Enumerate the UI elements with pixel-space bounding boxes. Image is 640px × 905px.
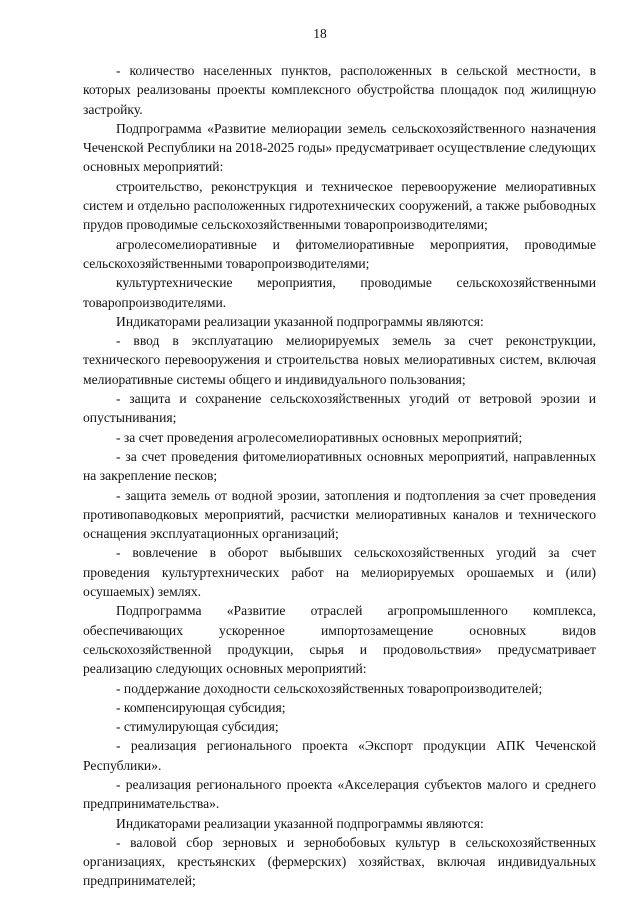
page-number: 18 <box>313 26 327 41</box>
paragraph: Подпрограмма «Развитие отраслей агропромышленного комплекса, обеспечивающих ускоренное импортозамещение основных видов сельскохозяйственной продукции, сырья и продовольствия» предусматривает реализацию следующих основных мероприятий: <box>83 603 596 677</box>
paragraph: - валовой сбор зерновых и зернобобовых культур в сельскохозяйственных организациях, крестьянских (фермерских) хозяйствах, включая индивидуальных предпринимателей; <box>83 834 596 889</box>
paragraph: - реализация регионального проекта «Акселерация субъектов малого и среднего предпринимательства». <box>83 776 596 812</box>
paragraph: - стимулирующая субсидия; <box>116 719 279 735</box>
document-body <box>83 61 596 891</box>
paragraph: - поддержание доходности сельскохозяйственных товаропроизводителей; <box>116 680 543 696</box>
paragraph: - ввод в эксплуатацию мелиорируемых земель за счет реконструкции, технического перевооружения и строительства новых мелиоративных систем, включая мелиоративные системы общего и индивидуального пользования; <box>83 333 596 387</box>
paragraph: - защита и сохранение сельскохозяйственных угодий от ветровой эрозии и опустынивания; <box>83 391 596 426</box>
paragraph: Подпрограмма «Развитие мелиорации земель сельскохозяйственного назначения Чеченской Республики на 2018-2025 годы» предусматривает осуществление следующих основных мероприятий: <box>83 120 596 175</box>
paragraph: строительство, реконструкция и техническое перевооружение мелиоративных систем и отдельно расположенных гидротехнических сооружений, а также рыбоводных прудов проводимые сельскохозяйственными товаропроизводителями; <box>83 178 596 233</box>
paragraph: Индикаторами реализации указанной подпрограммы являются: <box>116 815 484 831</box>
paragraph: - за счет проведения фитомелиоративных основных мероприятий, направленных на закрепление песков; <box>83 448 596 484</box>
paragraph: агролесомелиоративные и фитомелиоративные мероприятия, проводимые сельскохозяйственными товаропроизводителями; <box>83 236 596 271</box>
paragraph: Индикаторами реализации указанной подпрограммы являются: <box>116 313 484 329</box>
paragraph: - защита земель от водной эрозии, затопления и подтопления за счет проведения противопаводковых мероприятий, расчистки мелиоративных каналов и технического оснащения эксплуатационных организаций; <box>83 487 596 542</box>
paragraph: - количество населенных пунктов, расположенных в сельской местности, в которых реализованы проекты комплексного обустройства площадок под жилищную застройку. <box>83 63 596 117</box>
paragraph: культуртехнические мероприятия, проводимые сельскохозяйственными товаропроизводителями. <box>83 275 596 310</box>
paragraph: - за счет проведения агролесомелиоративных основных мероприятий; <box>116 429 523 445</box>
paragraph: - вовлечение в оборот выбывших сельскохозяйственных угодий за счет проведения культуртехнических работ на мелиорируемых орошаемых и (или) осушаемых) землях. <box>83 545 596 600</box>
paragraph: - реализация регионального проекта «Экспорт продукции АПК Чеченской Республики». <box>83 738 596 773</box>
paragraph: - компенсирующая субсидия; <box>116 699 286 715</box>
